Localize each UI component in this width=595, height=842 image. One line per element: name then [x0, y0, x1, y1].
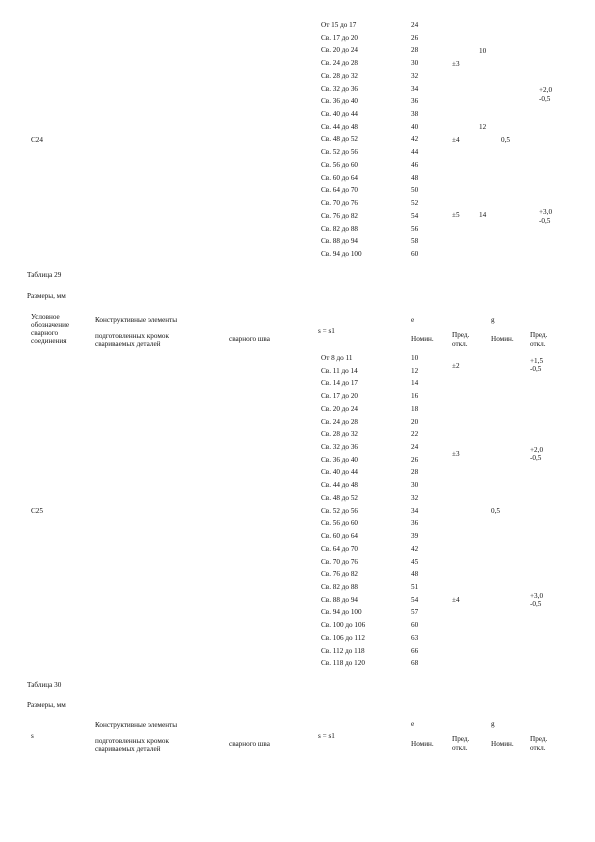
t30-hdr-g: g: [491, 720, 495, 728]
c24-thickness-range: Св. 24 до 28: [321, 59, 359, 68]
t29-tolerance-e-1: ±2: [452, 362, 460, 370]
t29-thickness-range: Св. 82 до 88: [321, 582, 359, 591]
t30-hdr-prepared-1: подготовленных кромок: [95, 737, 169, 745]
c24-thickness-range: Св. 48 до 52: [321, 135, 359, 144]
c24-symbol: С24: [31, 136, 43, 144]
c24-e-nominal: 58: [411, 237, 419, 246]
t29-thickness-range: Св. 60 до 64: [321, 532, 359, 541]
c24-thickness-range: Св. 17 до 20: [321, 33, 359, 42]
t29-tolerance-e-2: ±3: [452, 450, 460, 458]
t29-e-nominal: 30: [411, 481, 419, 490]
t29-hdr-prepared-2: свариваемых деталей: [95, 340, 161, 348]
t29-e-nominal: 24: [411, 443, 419, 452]
c24-thickness-range: Св. 88 до 94: [321, 237, 359, 246]
t29-thickness-range: Св. 112 до 118: [321, 646, 365, 655]
c24-thickness-range: Св. 94 до 100: [321, 249, 362, 258]
c24-e-nominal: 46: [411, 160, 419, 169]
c24-g-dev-2-bottom: -0,5: [539, 217, 551, 225]
c24-e-nominal: 32: [411, 71, 419, 80]
t29-thickness-range: Св. 118 до 120: [321, 659, 365, 668]
c24-thickness-range: Св. 76 до 82: [321, 211, 359, 220]
t29-e-nominal: 68: [411, 659, 419, 668]
c24-e-nominal: 60: [411, 249, 419, 258]
t30-hdr-nominal-g: Номин.: [491, 740, 514, 748]
t29-e-nominal: 42: [411, 544, 419, 553]
c24-thickness-range: Св. 32 до 36: [321, 84, 359, 93]
c24-e-nominal: 28: [411, 46, 419, 55]
t30-hdr-elements: Конструктивные элементы: [95, 721, 178, 729]
t29-g-dev-2-top: +2,0: [530, 446, 544, 454]
t29-thickness-range: Св. 48 до 52: [321, 493, 359, 502]
c24-tolerance-e-1: ±3: [452, 60, 460, 68]
c24-thickness-range: Св. 70 до 76: [321, 199, 359, 208]
c24-thickness-range: Св. 40 до 44: [321, 110, 359, 119]
c24-g-3: 14: [479, 211, 487, 219]
t29-thickness-range: Св. 40 до 44: [321, 468, 359, 477]
c24-e-nominal: 44: [411, 148, 419, 157]
t30-hdr-e: e: [411, 720, 415, 728]
t29-hdr-elements: Конструктивные элементы: [95, 316, 178, 324]
c24-e-nominal: 34: [411, 84, 419, 93]
c24-e-nominal: 56: [411, 224, 419, 233]
t30-hdr-deviation-g-1: Пред.: [530, 735, 548, 743]
t29-thickness-range: Св. 36 до 40: [321, 455, 359, 464]
t29-e-nominal: 36: [411, 519, 419, 528]
t29-g-value: 0,5: [491, 507, 500, 515]
t29-hdr-deviation-g-1: Пред.: [530, 331, 548, 339]
c24-g-dev-1-top: +2,0: [539, 86, 553, 94]
t30-hdr-deviation-e-1: Пред.: [452, 735, 470, 743]
t29-e-nominal: 57: [411, 608, 419, 617]
t29-hdr-nominal-e: Номин.: [411, 335, 434, 343]
t29-thickness-range: Св. 52 до 56: [321, 506, 359, 515]
c24-g-1: 10: [479, 47, 487, 55]
t29-hdr-e: e: [411, 316, 415, 324]
t29-e-nominal: 14: [411, 379, 419, 388]
t29-e-nominal: 26: [411, 455, 419, 464]
t29-thickness-range: Св. 70 до 76: [321, 557, 359, 566]
t29-thickness-range: Св. 20 до 24: [321, 404, 359, 413]
c24-e-nominal: 50: [411, 186, 419, 195]
c24-e-nominal: 40: [411, 122, 419, 131]
t29-hdr-symbol-2: обозначение: [31, 321, 70, 329]
c24-e-nominal: 42: [411, 135, 419, 144]
t29-e-nominal: 63: [411, 633, 419, 642]
t29-g-dev-1-top: +1,5: [530, 357, 544, 365]
t29-g-dev-3-top: +3,0: [530, 592, 544, 600]
t29-thickness-range: Св. 14 до 17: [321, 379, 359, 388]
t29-thickness-range: Св. 64 до 70: [321, 544, 359, 553]
t29-hdr-symbol-3: сварного: [31, 329, 59, 337]
t29-g-dev-3-bottom: -0,5: [530, 600, 542, 608]
t29-hdr-deviation-g-2: откл.: [530, 340, 546, 348]
t29-e-nominal: 39: [411, 532, 419, 541]
c24-g-2: 12: [479, 123, 487, 131]
t29-thickness-range: Св. 94 до 100: [321, 608, 362, 617]
t29-hdr-nominal-g: Номин.: [491, 335, 514, 343]
c24-e-nominal: 30: [411, 59, 419, 68]
t29-thickness-range: Св. 76 до 82: [321, 570, 359, 579]
c24-g-dev-1-bottom: -0,5: [539, 95, 551, 103]
c24-thickness-range: Св. 28 до 32: [321, 71, 359, 80]
c24-g-tolerance: 0,5: [501, 136, 510, 144]
t29-hdr-symbol-1: Условное: [31, 313, 60, 321]
c24-thickness-range: Св. 56 до 60: [321, 160, 359, 169]
t29-e-nominal: 12: [411, 366, 419, 375]
t29-g-dev-2-bottom: -0,5: [530, 454, 542, 462]
table29-caption: Таблица 29: [27, 271, 62, 279]
t29-hdr-weld: сварного шва: [229, 335, 270, 343]
t29-tolerance-e-3: ±4: [452, 596, 460, 604]
t29-thickness-range: Св. 11 до 14: [321, 366, 358, 375]
t29-e-nominal: 16: [411, 392, 419, 401]
t29-e-nominal: 48: [411, 570, 419, 579]
t30-hdr-symbol: s: [31, 732, 34, 740]
t30-hdr-prepared-2: свариваемых деталей: [95, 745, 161, 753]
t29-e-nominal: 54: [411, 595, 419, 604]
t29-e-nominal: 20: [411, 417, 419, 426]
t29-thickness-range: От 8 до 11: [321, 354, 353, 362]
t29-hdr-g: g: [491, 316, 495, 324]
t29-hdr-deviation-e-2: откл.: [452, 340, 468, 348]
c24-g-dev-2-top: +3,0: [539, 208, 553, 216]
t29-thickness-range: Св. 32 до 36: [321, 443, 359, 452]
t29-g-dev-1-bottom: -0,5: [530, 365, 542, 373]
c24-thickness-range: Св. 52 до 56: [321, 148, 359, 157]
table30-caption: Таблица 30: [27, 681, 62, 689]
t29-thickness-range: Св. 100 до 106: [321, 621, 366, 630]
t29-hdr-prepared-1: подготовленных кромок: [95, 332, 169, 340]
t29-e-nominal: 32: [411, 493, 419, 502]
t30-hdr-deviation-g-2: откл.: [530, 744, 546, 752]
t29-e-nominal: 34: [411, 506, 419, 515]
t29-thickness-range: Св. 56 до 60: [321, 519, 359, 528]
t29-e-nominal: 51: [411, 582, 419, 591]
t30-hdr-weld: сварного шва: [229, 740, 270, 748]
t29-thickness-range: Св. 24 до 28: [321, 417, 359, 426]
t30-hdr-deviation-e-2: откл.: [452, 744, 468, 752]
t29-e-nominal: 60: [411, 621, 419, 630]
table30-units: Размеры, мм: [27, 701, 66, 709]
t29-hdr-deviation-e-1: Пред.: [452, 331, 470, 339]
c24-e-nominal: 36: [411, 97, 419, 106]
c24-thickness-range: Св. 64 до 70: [321, 186, 359, 195]
t29-hdr-s: s = s1: [318, 327, 335, 335]
t29-thickness-range: Св. 28 до 32: [321, 430, 359, 439]
t29-e-nominal: 45: [411, 557, 419, 566]
c24-e-nominal: 54: [411, 211, 419, 220]
c24-tolerance-e-3: ±5: [452, 211, 460, 219]
c24-e-nominal: 26: [411, 33, 419, 42]
t29-thickness-range: Св. 44 до 48: [321, 481, 359, 490]
c24-e-nominal: 48: [411, 173, 419, 182]
t29-thickness-range: Св. 88 до 94: [321, 595, 359, 604]
c24-e-nominal: 24: [411, 21, 419, 29]
t29-e-nominal: 28: [411, 468, 419, 477]
t29-hdr-symbol-4: соединения: [31, 337, 67, 345]
c24-thickness-range: Св. 36 до 40: [321, 97, 359, 106]
c24-thickness-range: Св. 82 до 88: [321, 224, 359, 233]
c24-e-nominal: 52: [411, 199, 419, 208]
c24-thickness-range: Св. 20 до 24: [321, 46, 359, 55]
c24-tolerance-e-2: ±4: [452, 136, 460, 144]
t29-thickness-range: Св. 17 до 20: [321, 392, 359, 401]
t29-e-nominal: 18: [411, 404, 419, 413]
c24-thickness-range: Св. 60 до 64: [321, 173, 359, 182]
table29-units: Размеры, мм: [27, 292, 66, 300]
t29-thickness-range: Св. 106 до 112: [321, 633, 365, 642]
c24-thickness-range: От 15 до 17: [321, 21, 357, 29]
c24-e-nominal: 38: [411, 110, 419, 119]
c24-thickness-range: Св. 44 до 48: [321, 122, 359, 131]
t30-hdr-nominal-e: Номин.: [411, 740, 434, 748]
t29-e-nominal: 10: [411, 354, 419, 362]
t30-hdr-s: s = s1: [318, 732, 335, 740]
t29-e-nominal: 66: [411, 646, 419, 655]
t29-e-nominal: 22: [411, 430, 419, 439]
c25-symbol: С25: [31, 507, 43, 515]
